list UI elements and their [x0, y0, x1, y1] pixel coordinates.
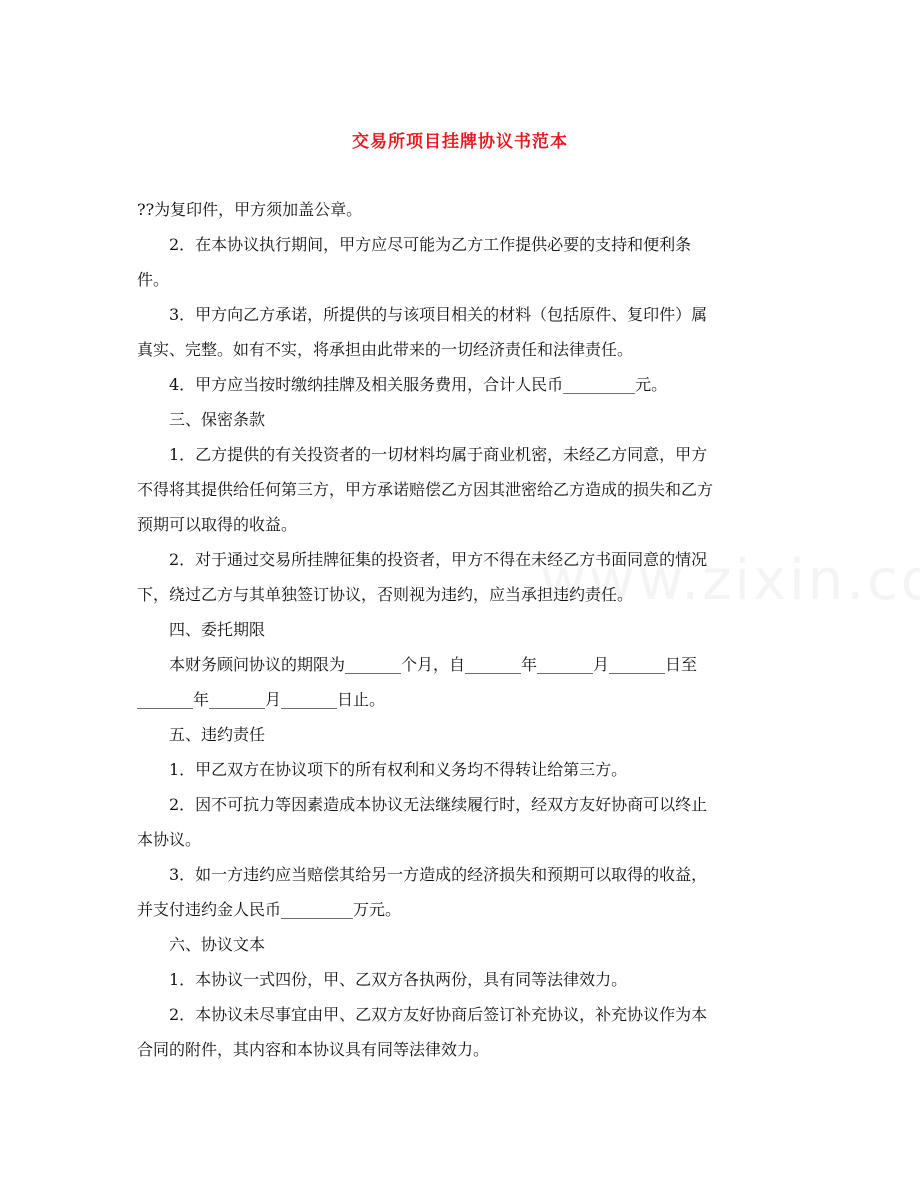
text-line: 1．甲乙双方在协议项下的所有权利和义务均不得转让给第三方。	[169, 760, 628, 779]
text-line: 3．甲方向乙方承诺，所提供的与该项目相关的材料（包括原件、复印件）属	[169, 305, 708, 324]
text-line: 2．对于通过交易所挂牌征集的投资者，甲方不得在未经乙方书面同意的情况	[169, 550, 708, 569]
section-heading: 三、保密条款	[169, 410, 266, 429]
text-line: 件。	[137, 270, 170, 289]
text-line: 不得将其提供给任何第三方，甲方承诺赔偿乙方因其泄密给乙方造成的损失和乙方	[137, 480, 714, 499]
paragraph-text-1	[137, 962, 797, 997]
paragraph-confidentiality-1	[137, 437, 797, 542]
paragraph-intro	[137, 192, 797, 227]
text-line: 1．乙方提供的有关投资者的一切材料均属于商业机密，未经乙方同意，甲方	[169, 445, 708, 464]
text-line: 1．本协议一式四份，甲、乙双方各执两份，具有同等法律效力。	[169, 970, 628, 989]
document-title: 交易所项目挂牌协议书范本	[352, 132, 568, 152]
text-line: 下，绕过乙方与其单独签订协议，否则视为违约，应当承担违约责任。	[137, 585, 634, 604]
section-heading: 六、协议文本	[169, 935, 266, 954]
paragraph-breach-1	[137, 752, 797, 787]
text-line: 2．本协议未尽事宜由甲、乙双方友好协商后签订补充协议，补充协议作为本	[169, 1005, 708, 1024]
paragraph-breach-3	[137, 857, 797, 927]
text-line: 预期可以取得的收益。	[137, 515, 298, 534]
text-line: 本协议。	[137, 830, 202, 849]
text-line: 3．如一方违约应当赔偿其给另一方造成的经济损失和预期可以取得的收益，	[169, 865, 708, 884]
text-line: _______年_______月_______日止。	[137, 690, 386, 709]
section-heading-confidentiality	[137, 402, 797, 437]
text-line: 合同的附件，其内容和本协议具有同等法律效力。	[137, 1040, 490, 1059]
paragraph-clause-4	[137, 367, 797, 402]
paragraph-text-2	[137, 997, 797, 1067]
text-line: ??为复印件，甲方须加盖公章。	[137, 200, 363, 219]
section-heading-breach	[137, 717, 797, 752]
text-line: 2．在本协议执行期间，甲方应尽可能为乙方工作提供必要的支持和便利条	[169, 235, 692, 254]
text-line: 真实、完整。如有不实，将承担由此带来的一切经济责任和法律责任。	[137, 340, 634, 359]
paragraph-breach-2	[137, 787, 797, 857]
paragraph-clause-2	[137, 227, 797, 297]
text-line: 2．因不可抗力等因素造成本协议无法继续履行时，经双方友好协商可以终止	[169, 795, 708, 814]
text-line: 4．甲方应当按时缴纳挂牌及相关服务费用，合计人民币_________元。	[169, 375, 668, 394]
paragraph-term	[137, 647, 797, 717]
paragraph-confidentiality-2	[137, 542, 797, 612]
paragraph-clause-3	[137, 297, 797, 367]
section-heading-text	[137, 927, 797, 962]
section-heading-term	[137, 612, 797, 647]
section-heading: 五、违约责任	[169, 725, 266, 744]
text-line: 本财务顾问协议的期限为_______个月，自_______年_______月_______日至	[169, 655, 698, 674]
section-heading: 四、委托期限	[169, 620, 266, 639]
text-line: 并支付违约金人民币_________万元。	[137, 900, 402, 919]
